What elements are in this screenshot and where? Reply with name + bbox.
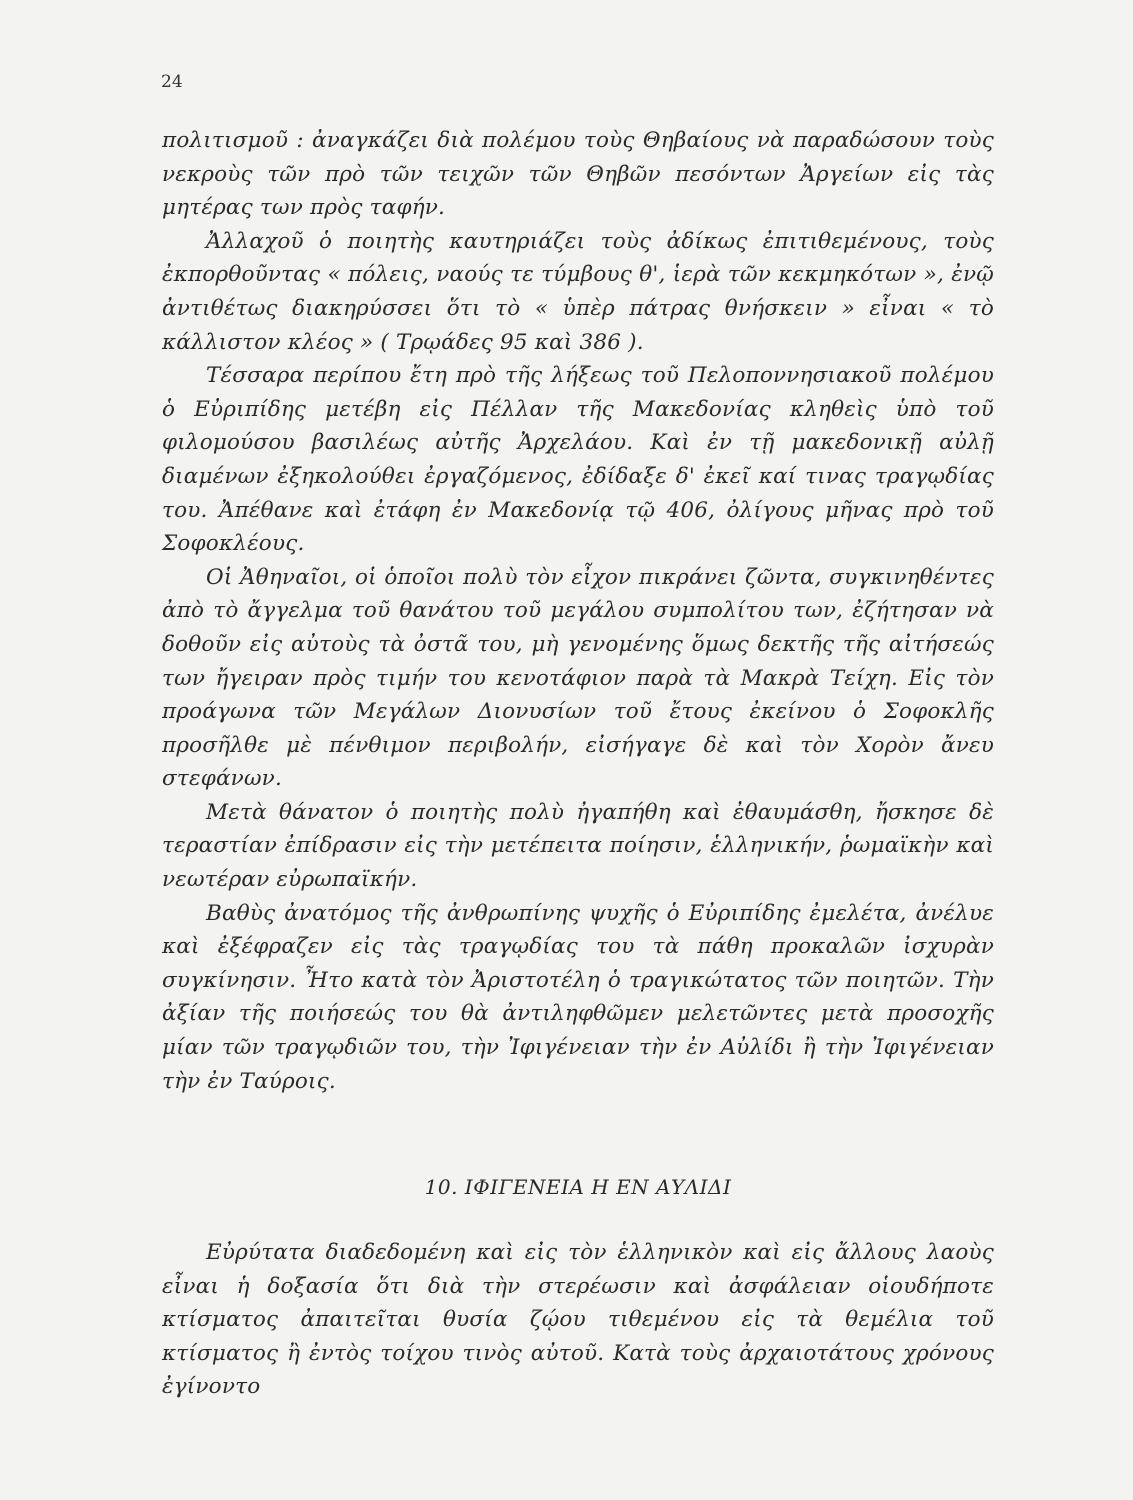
section-text <box>162 1236 994 1404</box>
main-text <box>162 124 994 1098</box>
page-number: 24 <box>161 72 183 92</box>
paragraph: Τέσσαρα περίπου ἔτη πρὸ τῆς λήξεως τοῦ Πελοποννησιακοῦ πολέμου ὁ Εὐριπίδης μετέβη εἰς Πέλλαν τῆς Μακεδονίας κληθεὶς ὑπὸ τοῦ φιλομούσου βασιλέως αὐτῆς Ἀρχελάου. Καὶ ἐν τῇ μακεδονικῇ αὐλῇ διαμένων ἐξηκολούθει ἐργαζόμενος, ἐδίδαξε δ' ἐκεῖ καί τινας τραγῳδίας του. Ἀπέθανε καὶ ἐτάφη ἐν Μακεδονίᾳ τῷ 406, ὀλίγους μῆνας πρὸ τοῦ Σοφοκλέους. <box>162 363 994 557</box>
paragraph: Ἀλλαχοῦ ὁ ποιητὴς καυτηριάζει τοὺς ἀδίκως ἐπιτιθεμένους, τοὺς ἐκπορθοῦντας « πόλεις, ναούς τε τύμβους θ', ἱερὰ τῶν κεκμηκότων », ἐνῷ ἀντιθέτως διακηρύσσει ὅτι τὸ « ὑπὲρ πάτρας θνήσκειν » εἶναι « τὸ κάλλιστον κλέος » ( Τρῳάδες 95 καὶ 386 ). <box>162 228 994 355</box>
section-heading: 10. ΙΦΙΓΕΝΕΙΑ Η ΕΝ ΑΥΛΙΔΙ <box>424 1175 732 1199</box>
paragraph: Βαθὺς ἀνατόμος τῆς ἀνθρωπίνης ψυχῆς ὁ Εὐριπίδης ἐμελέτα, ἀνέλυε καὶ ἐξέφραζεν εἰς τὰς τραγῳδίας του τὰ πάθη προκαλῶν ἰσχυρὰν συγκίνησιν. Ἦτο κατὰ τὸν Ἀριστοτέλη ὁ τραγικώτατος τῶν ποιητῶν. Τὴν ἀξίαν τῆς ποιήσεώς του θὰ ἀντιληφθῶμεν μελετῶντες μετὰ προσοχῆς μίαν τῶν τραγῳδιῶν του, τὴν Ἰφιγένειαν τὴν ἐν Αὐλίδι ἢ τὴν Ἰφιγένειαν τὴν ἐν Ταύροις. <box>162 900 994 1094</box>
paragraph: Οἱ Ἀθηναῖοι, οἱ ὁποῖοι πολὺ τὸν εἶχον πικράνει ζῶντα, συγκινηθέντες ἀπὸ τὸ ἄγγελμα τοῦ θανάτου τοῦ μεγάλου συμπολίτου των, ἐζήτησαν νὰ δοθοῦν εἰς αὐτοὺς τὰ ὀστᾶ του, μὴ γενομένης ὅμως δεκτῆς τῆς αἰτήσεώς των ἤγειραν πρὸς τιμήν του κενοτάφιον παρὰ τὰ Μακρὰ Τείχη. Εἰς τὸν προάγωνα τῶν Μεγάλων Διονυσίων τοῦ ἔτους ἐκείνου ὁ Σοφοκλῆς προσῆλθε μὲ πένθιμον περιβολήν, εἰσήγαγε δὲ καὶ τὸν Χορὸν ἄνευ στεφάνων. <box>162 564 994 792</box>
paragraph: Μετὰ θάνατον ὁ ποιητὴς πολὺ ἠγαπήθη καὶ ἐθαυμάσθη, ἤσκησε δὲ τεραστίαν ἐπίδρασιν εἰς τὴν μετέπειτα ποίησιν, ἑλληνικήν, ῥωμαϊκὴν καὶ νεωτέραν εὐρωπαϊκήν. <box>162 799 994 893</box>
paragraph-continued: πολιτισμοῦ : ἀναγκάζει διὰ πολέμου τοὺς Θηβαίους νὰ παραδώσουν τοὺς νεκροὺς τῶν πρὸ τῶν τειχῶν τῶν Θηβῶν πεσόντων Ἀργείων εἰς τὰς μητέρας των πρὸς ταφήν. <box>162 128 994 221</box>
paragraph: Εὐρύτατα διαδεδομένη καὶ εἰς τὸν ἑλληνικὸν καὶ εἰς ἄλλους λαοὺς εἶναι ἡ δοξασία ὅτι διὰ τὴν στερέωσιν καὶ ἀσφάλειαν οἱουδήποτε κτίσματος ἀπαιτεῖται θυσία ζῴου τιθεμένου εἰς τὰ θεμέλια τοῦ κτίσματος ἢ ἐντὸς τοίχου τινὸς αὐτοῦ. Κατὰ τοὺς ἀρχαιοτάτους χρόνους ἐγίνοντο <box>162 1240 994 1400</box>
